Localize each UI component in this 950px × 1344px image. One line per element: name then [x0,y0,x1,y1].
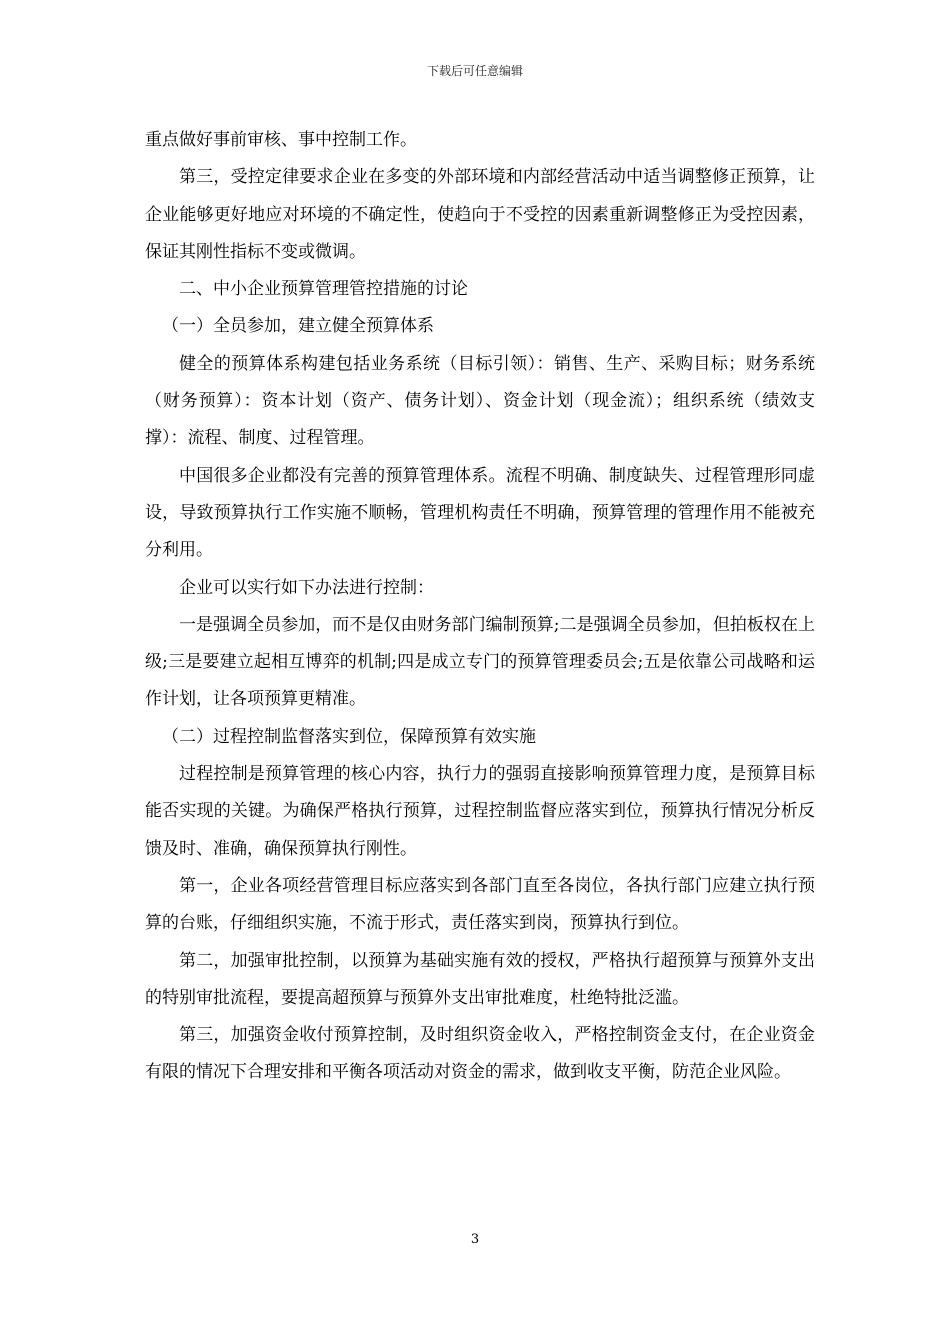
page-number: 3 [470,1232,480,1247]
paragraph: 第三，受控定律要求企业在多变的外部环境和内部经营活动中适当调整修正预算，让企业能够更好地应对环境的不确定性，使趋向于不受控的因素重新调整修正为受控因素，保证其刚性指标不变或微调。 [145,167,815,262]
paragraph: 第二，加强审批控制，以预算为基础实施有效的授权，严格执行超预算与预算外支出的特别审批流程，要提高超预算与预算外支出审批难度，杜绝特批泛滥。 [145,950,815,1008]
page-header: 下载后可任意编辑 [426,64,523,78]
paragraph: 第一，企业各项经营管理目标应落实到各部门直至各岗位，各执行部门应建立执行预算的台账，仔细组织实施，不流于形式，责任落实到岗，预算执行到位。 [145,875,815,934]
paragraph: 过程控制是预算管理的核心内容，执行力的强弱直接影响预算管理力度，是预算目标能否实现的关键。为确保严格执行预算，过程控制监督应落实到位，预算执行情况分析反馈及时、准确，确保预算执行刚性。 [145,764,815,859]
subsection-heading: （一）全员参加，建立健全预算体系 [162,316,434,337]
paragraph: 企业可以实行如下办法进行控制： [179,577,434,598]
paragraph: 一是强调全员参加，而不是仅由财务部门编制预算;二是强调全员参加，但拍板权在上级;三是要建立起相互博弈的机制;四是成立专门的预算管理委员会;五是依靠公司战略和运作计划，让各项预算更精准。 [145,614,815,710]
paragraph: 健全的预算体系构建包括业务系统（目标引领）：销售、生产、采购目标；财务系统（财务预算）：资本计划（资产、债务计划）、资金计划（现金流）；组织系统（绩效支撑）：流程、制度、过程管理。 [145,353,815,449]
subsection-heading: （二）过程控制监督落实到位，保障预算有效实施 [162,726,536,747]
paragraph: 中国很多企业都没有完善的预算管理体系。流程不明确、制度缺失、过程管理形同虚设，导致预算执行工作实施不顺畅，管理机构责任不明确，预算管理的管理作用不能被充分利用。 [145,465,815,561]
paragraph: 重点做好事前审核、事中控制工作。 [145,130,417,150]
section-heading: 二、中小企业预算管理管控措施的讨论 [179,279,468,300]
paragraph: 第三，加强资金收付预算控制，及时组织资金收入，严格控制资金支付，在企业资金有限的情况下合理安排和平衡各项活动对资金的需求，做到收支平衡，防范企业风险。 [145,1025,815,1083]
document-body [145,122,815,1092]
